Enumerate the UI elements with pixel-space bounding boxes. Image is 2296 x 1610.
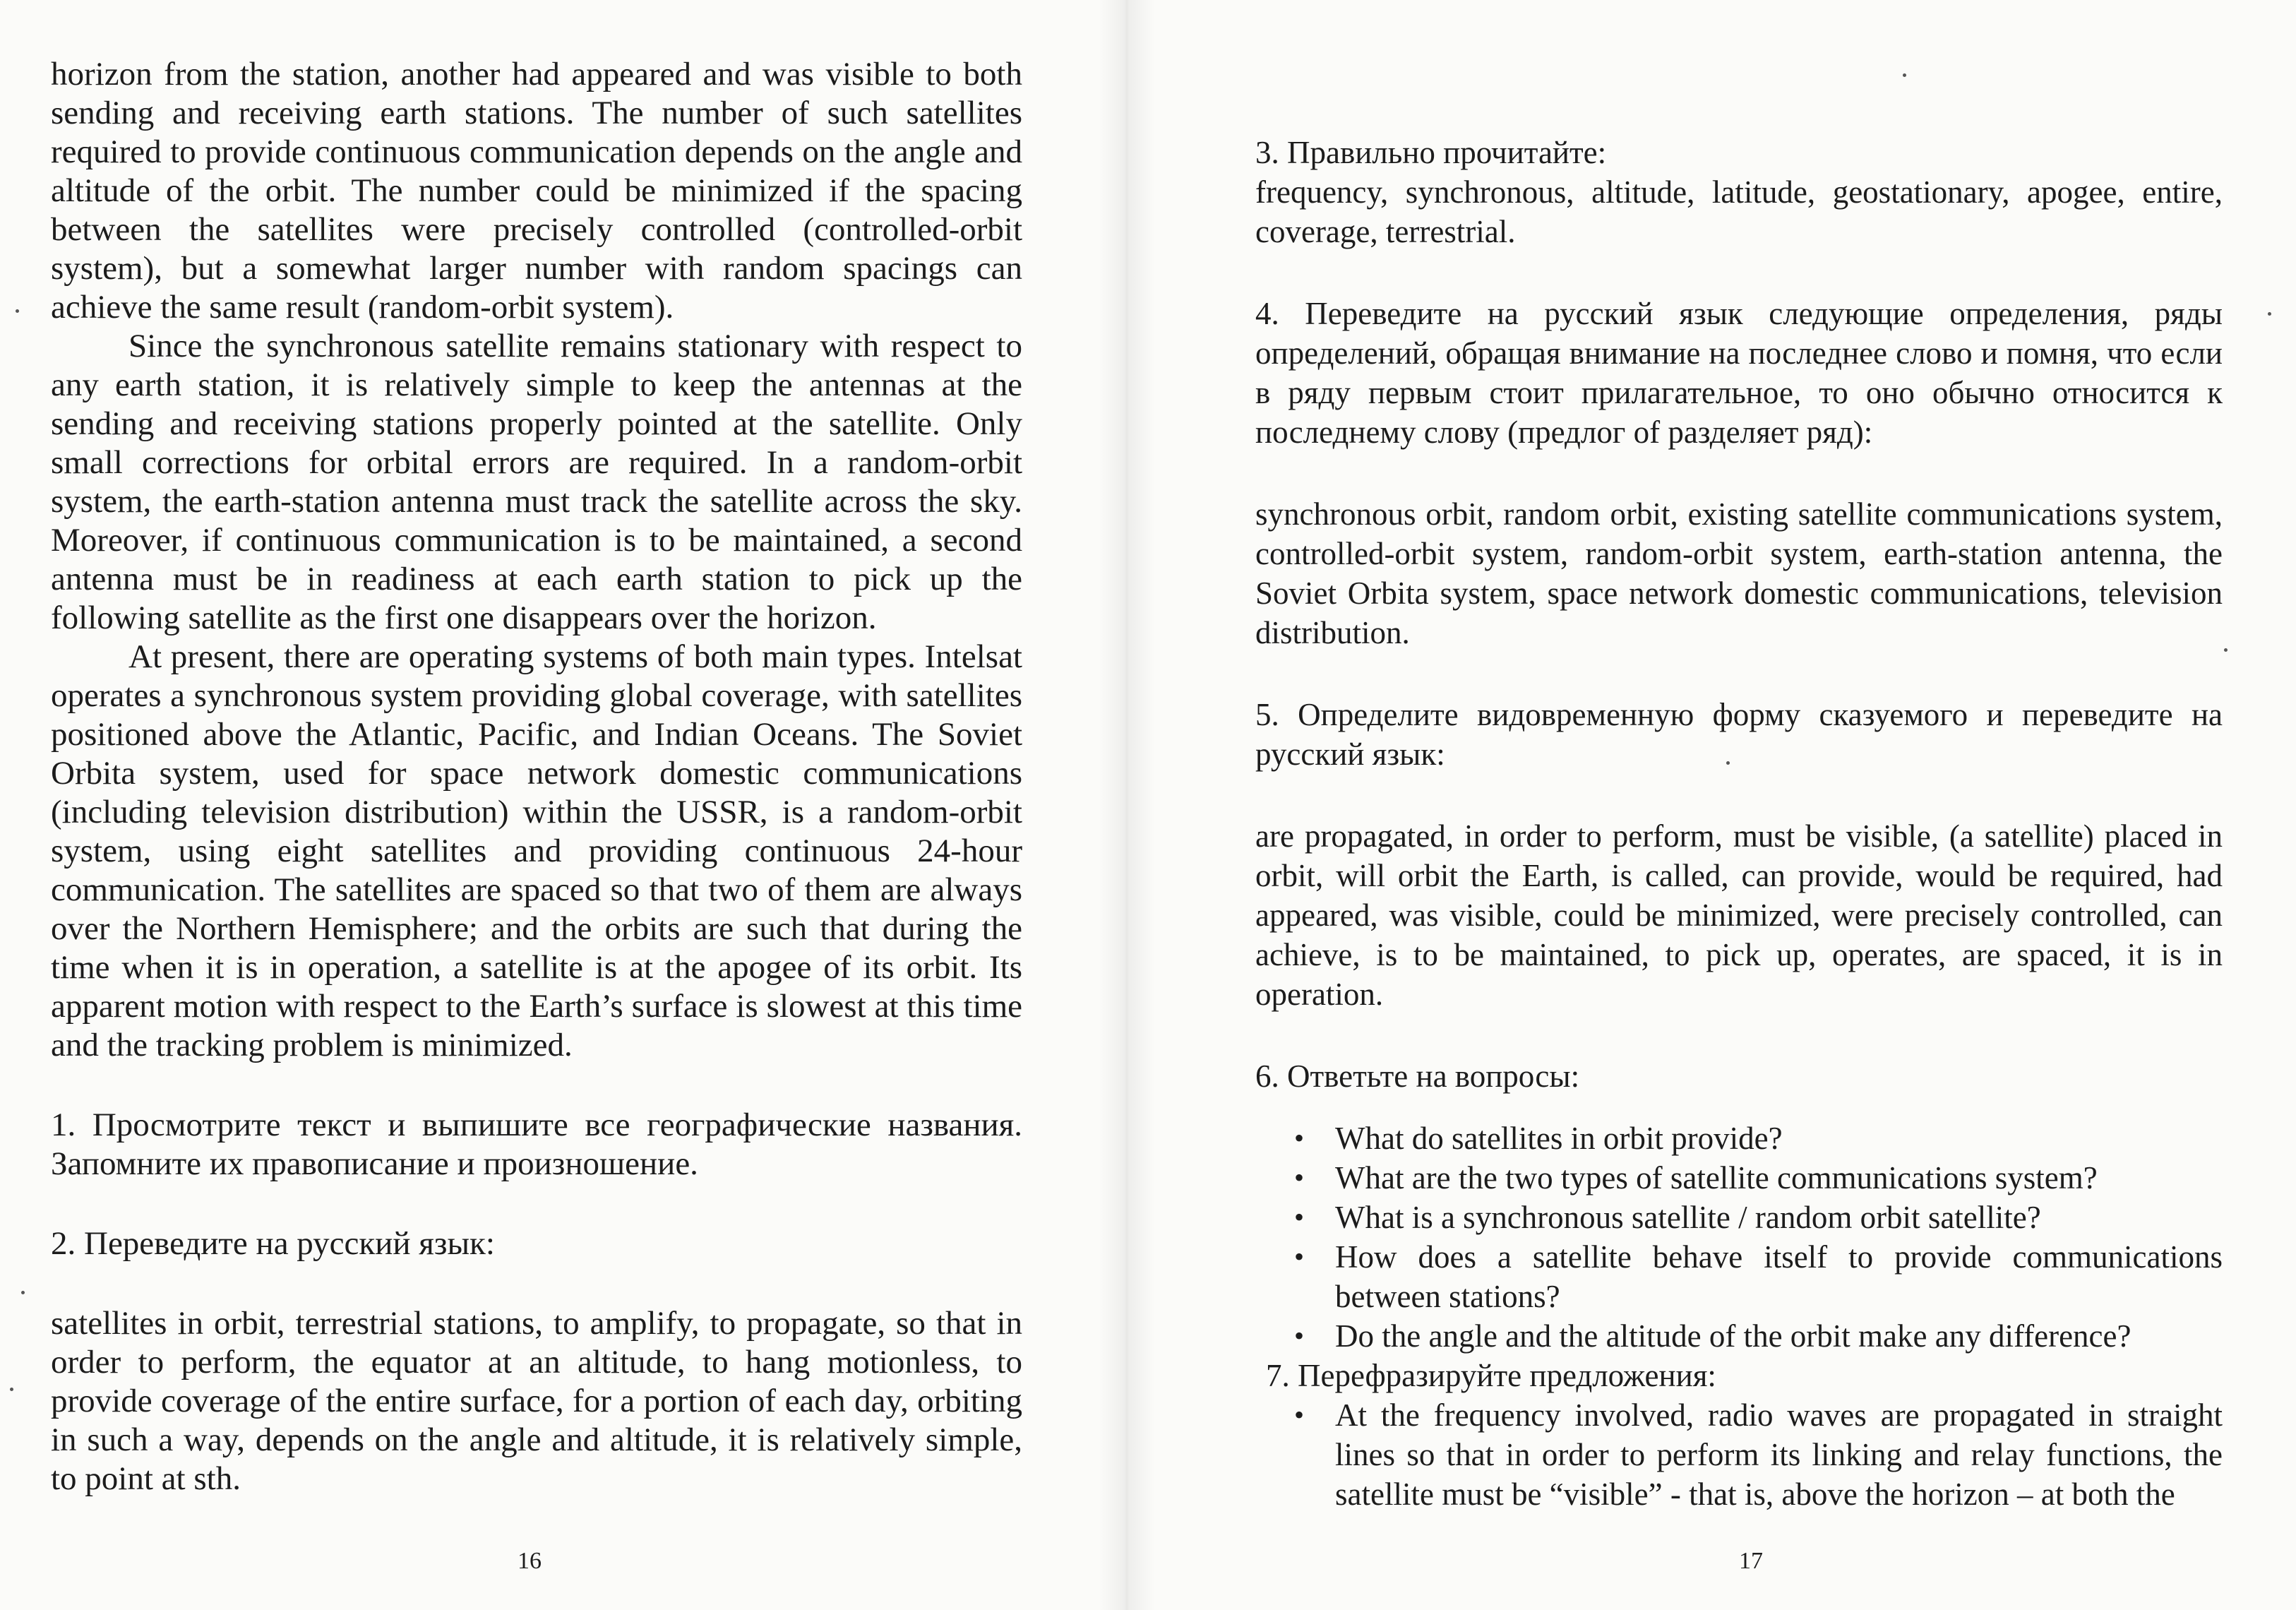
scan-speck (2268, 312, 2271, 316)
question-item: • Do the angle and the altitude of the orbit make any difference? (1294, 1316, 2223, 1356)
exercise-5-heading: 5. Определите видовременную форму сказуемого и переведите на русский язык: (1255, 697, 2223, 772)
question-item: • How does a satellite behave itself to provide communications between stations? (1294, 1237, 2223, 1316)
exercise-4-heading: 4. Переведите на русский язык следующие определения, ряды определений, обращая внимание на последнее слово и помня, что если в ряду первым стоит прилагательное, то оно обычно относится к последнему слову (предлог of разделяет ряд): (1255, 296, 2223, 450)
exercise-4-body: synchronous orbit, random orbit, existing satellite communications system, controlled-orbit system, random-orbit system, earth-station antenna, the Soviet Orbita system, space network domestic communications, television distribution. (1255, 496, 2223, 650)
paragraph-operating-systems: At present, there are operating systems of both main types. Intelsat operates a synchronous system providing global coverage, with satellites positioned above the Atlantic, Pacific, and Indian Oceans. The Soviet Orbita system, used for space network domestic communications (including television distribution) within the USSR, is a random-orbit system, using eight satellites and providing continuous 24-hour communication. The satellites are spaced so that two of them are always over the Northern Hemisphere; and the orbits are such that during the time when it is in operation, a satellite is at the apogee of its orbit. Its apparent motion with respect to the Earth’s surface is slowest at this time and the tracking problem is minimized. (51, 638, 1022, 1063)
page-number-left: 16 (518, 1548, 542, 1574)
exercise-7-items (1255, 1395, 2223, 1514)
paraphrase-item: • At the frequency involved, radio waves are propagated in straight lines so that in order to perform its linking and relay functions, the satellite must be “visible” - that is, above the horizon – at both the (1294, 1395, 2223, 1514)
exercise-6-questions (1255, 1119, 2223, 1356)
question-item: • What is a synchronous satellite / random orbit satellite? (1294, 1198, 2223, 1237)
exercise-3-heading: 3. Правильно прочитайте: (1255, 135, 1607, 170)
exercise-1: 1. Просмотрите текст и выпишите все географические названия. Запомните их правописание и произношение. (51, 1107, 1022, 1182)
scan-speck (1903, 73, 1906, 77)
scan-speck (10, 1388, 13, 1391)
paragraph-continuation: horizon from the station, another had appeared and was visible to both sending and receiving earth stations. The number of such satellites required to provide continuous communication depends on the angle and altitude of the orbit. The number could be minimized if the spacing between the satellites were precisely controlled (controlled-orbit system), but a somewhat larger number with random spacings can achieve the same result (random-orbit system). (51, 56, 1022, 326)
exercise-2-body: satellites in orbit, terrestrial stations, to amplify, to propagate, so that in order to perform, the equator at an altitude, to hang motionless, to provide coverage of the entire surface, for a portion of each day, orbiting in such a way, depends on the angle and altitude, it is relatively simple, to point at sth. (51, 1305, 1022, 1497)
exercise-6-heading: 6. Ответьте на вопросы: (1255, 1059, 1580, 1094)
question-item: • What are the two types of satellite communications system? (1294, 1158, 2223, 1198)
scan-speck (1726, 761, 1730, 765)
scan-speck (2224, 648, 2228, 652)
page-number-right: 17 (1739, 1548, 1763, 1574)
exercise-3-body: frequency, synchronous, altitude, latitude, geostationary, apogee, entire, coverage, terrestrial. (1255, 174, 2223, 249)
left-page-text (51, 55, 1022, 1498)
exercise-2-heading: 2. Переведите на русский язык: (51, 1225, 495, 1262)
paragraph-synchronous: Since the synchronous satellite remains stationary with respect to any earth station, it is relatively simple to keep the antennas at the sending and receiving stations properly pointed at the satellite. Only small corrections for orbital errors are required. In a random-orbit system, the earth-station antenna must track the satellite across the sky. Moreover, if continuous communication is to be maintained, a second antenna must be in readiness at each earth station to pick up the following satellite as the first one disappears over the horizon. (51, 328, 1022, 636)
exercise-7-heading: 7. Перефразируйте предложения: (1266, 1358, 1716, 1393)
left-page (0, 0, 1144, 1610)
right-page (1144, 0, 2296, 1610)
scan-speck (21, 1291, 25, 1294)
question-item: • What do satellites in orbit provide? (1294, 1119, 2223, 1158)
right-page-text (1255, 133, 2223, 1514)
exercise-5-body: are propagated, in order to perform, must be visible, (a satellite) placed in orbit, will orbit the Earth, is called, can provide, would be required, had appeared, was visible, could be minimized, were precisely controlled, can achieve, is to be maintained, to pick up, operates, are spaced, it is in operation. (1255, 818, 2223, 1012)
scan-speck (16, 309, 19, 313)
